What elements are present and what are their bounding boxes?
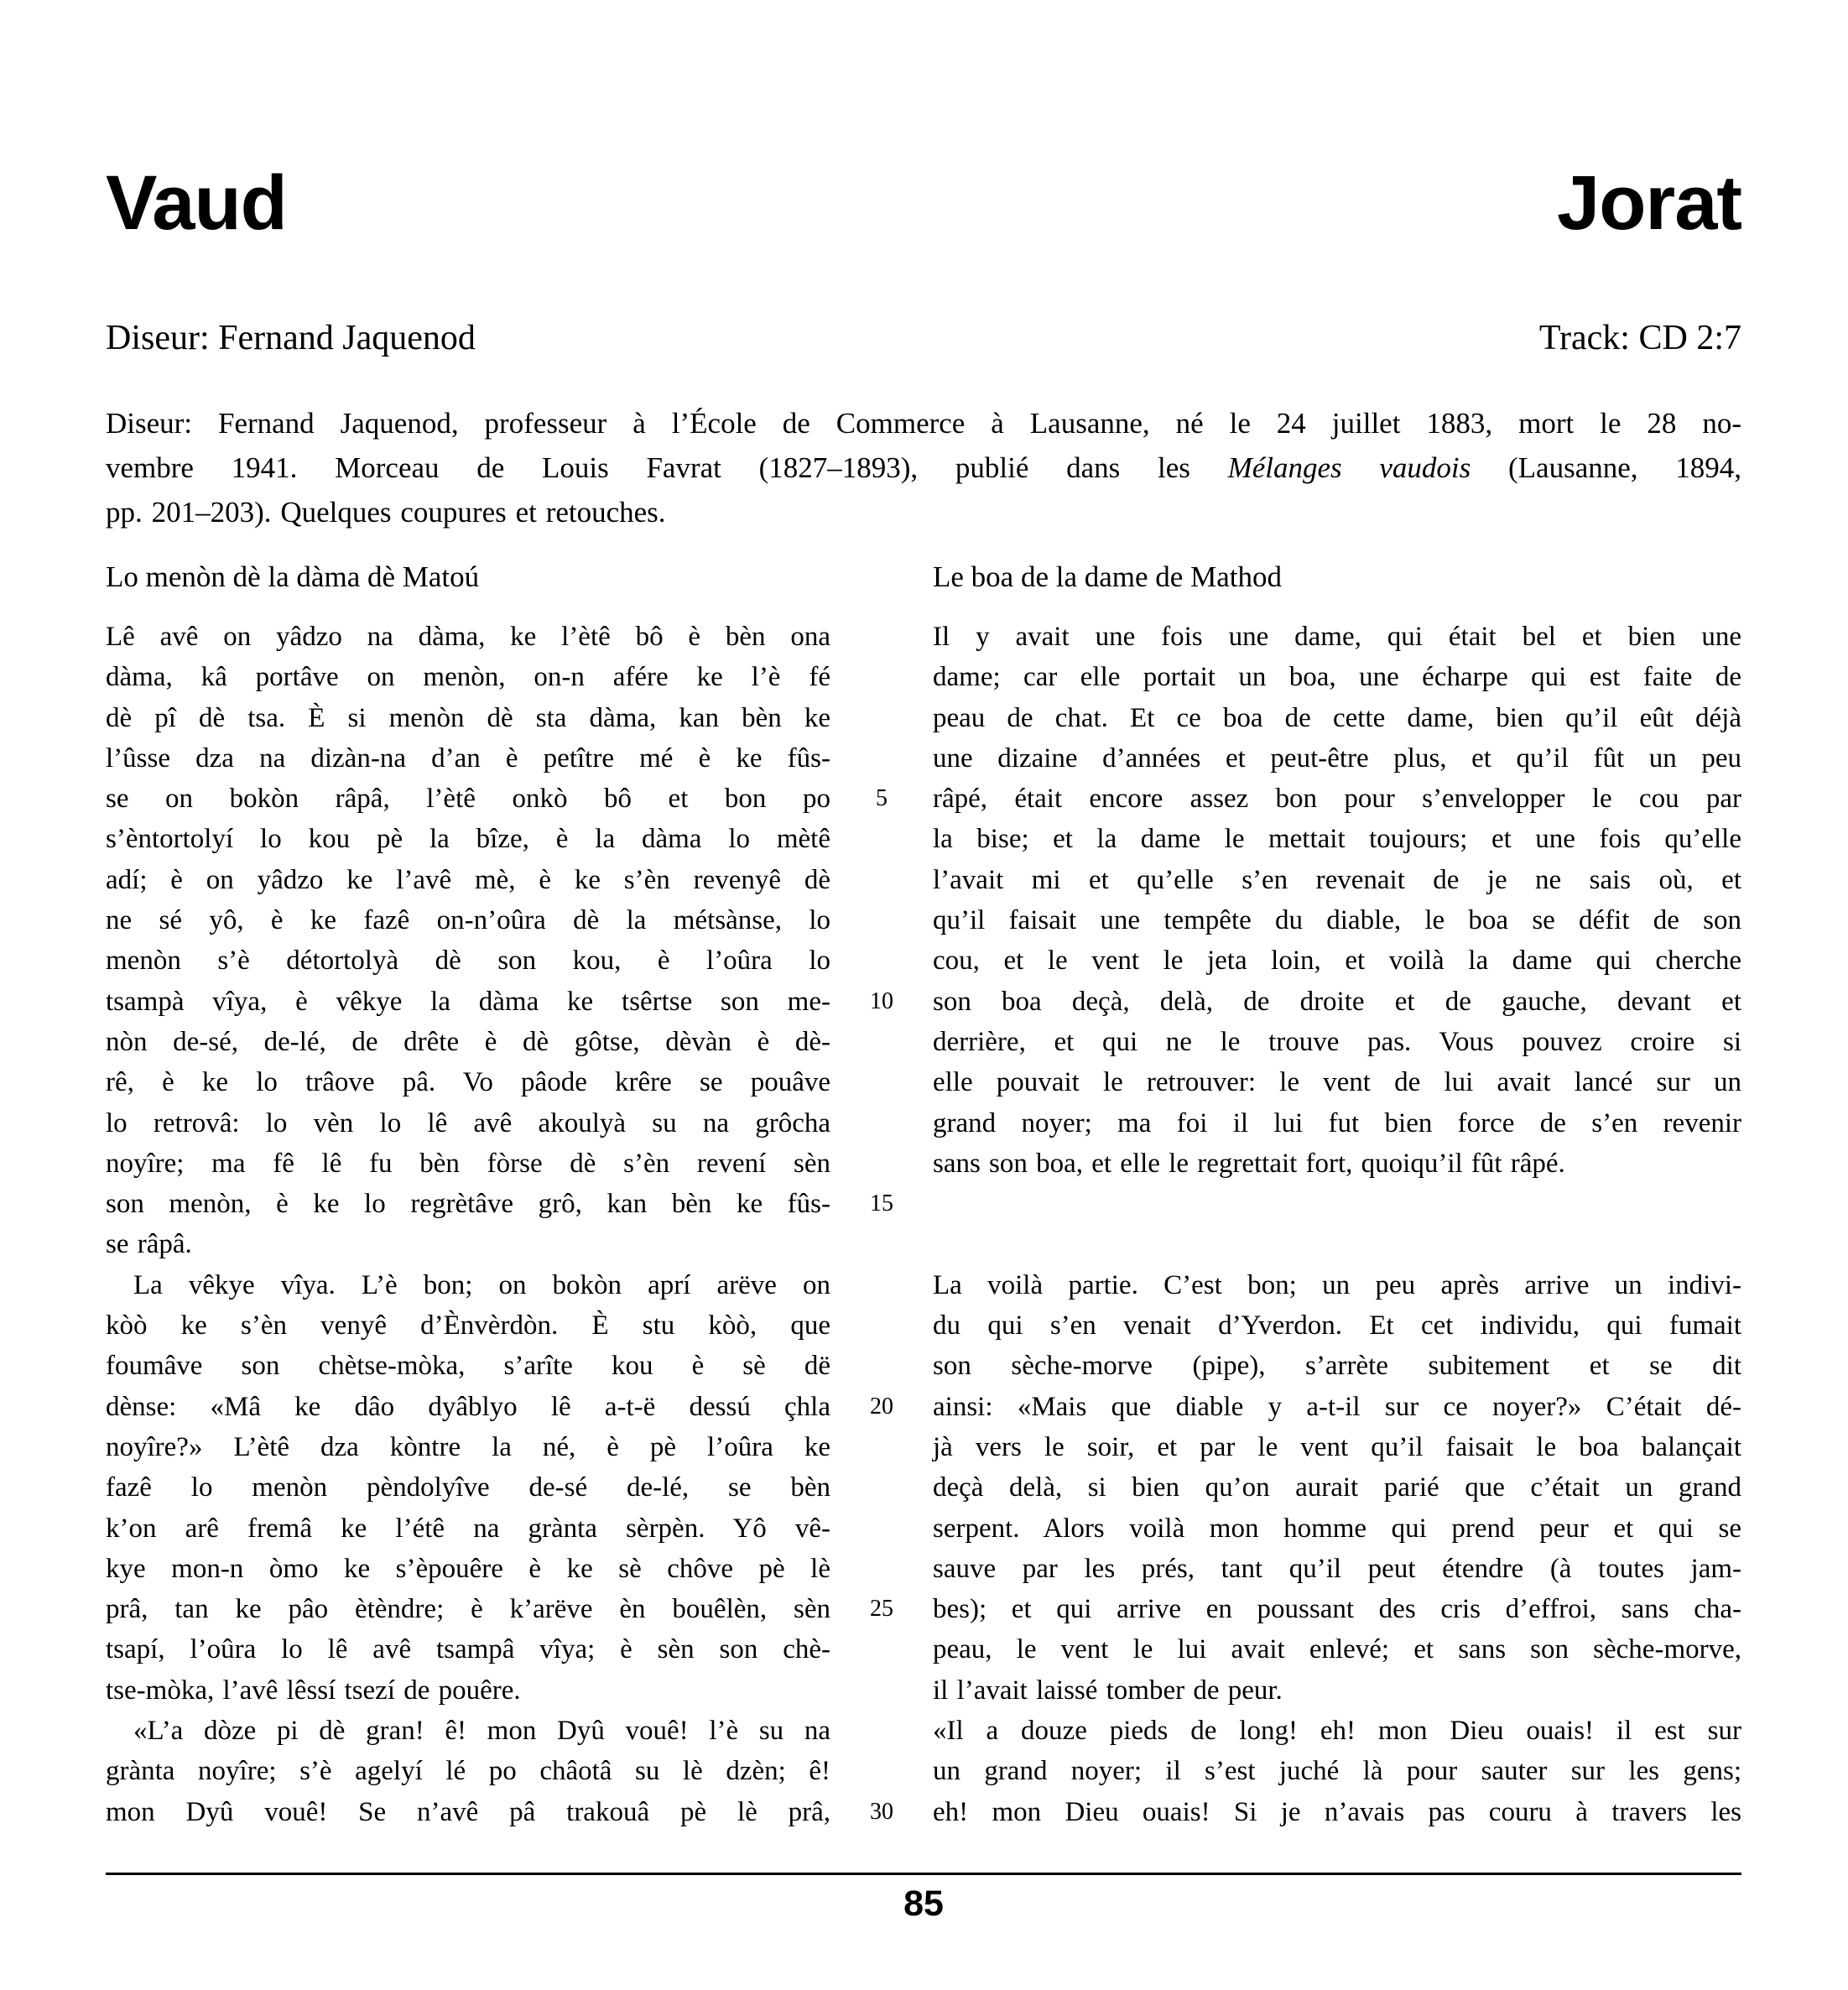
text-line: se râpâ. — [106, 1229, 192, 1260]
gutter-empty — [830, 1224, 933, 1264]
gutter-empty — [830, 1305, 933, 1346]
text-line: fazê lo menòn pèndolyîve de-sé de-lé, se bèn — [106, 1472, 830, 1503]
text-line: «Il a douze pieds de long! eh! mon Dieu ouais! il est sur — [933, 1716, 1741, 1747]
text-line: se on bokòn râpâ, l’ètê onkò bô et bon po — [106, 784, 830, 815]
line-number: 20 — [870, 1393, 893, 1420]
gutter-empty — [830, 738, 933, 779]
text-line: «L’a dòze pi dè gran! ê! mon Dyû vouê! l’è su na — [106, 1716, 830, 1747]
text-line: sans son boa, et elle le regrettait fort, quoiqu’il fût râpé. — [933, 1148, 1565, 1179]
text-line: Lê avê on yâdzo na dàma, ke l’ètê bô è bèn ona — [106, 622, 830, 652]
text-line: elle pouvait le retrouver: le vent de lui avait lancé sur un — [933, 1067, 1741, 1098]
dialect-text-column — [106, 617, 830, 1832]
text-segment: pp. 201–203). Quelques coupures et retouches. — [106, 496, 666, 529]
text-line: adí; è on yâdzo ke l’avê mè, è ke s’èn revenyê dè — [106, 864, 830, 895]
text-line: jà vers le soir, et par le vent qu’il faisait le boa balançait — [933, 1431, 1741, 1462]
text-line: foumâve son chètse-mòka, s’arîte kou è sè dë — [106, 1351, 830, 1382]
page-number: 85 — [903, 1883, 944, 1924]
gutter-empty — [830, 1629, 933, 1670]
text-line: l’avait mi et qu’elle s’en revenait de je ne sais où, et — [933, 864, 1741, 895]
text-line: dènse: «Mâ ke dâo dyâblyo lê a-t-ë dessú çhla — [106, 1391, 830, 1422]
gutter-empty — [830, 1508, 933, 1549]
text-line: dame; car elle portait un boa, une écharpe qui est faite de — [933, 662, 1741, 693]
line-number: 5 — [876, 785, 888, 812]
text-line: k’on arê fremâ ke l’étê na grànta sèrpèn. Yô vê- — [106, 1513, 830, 1544]
gutter-empty — [830, 1549, 933, 1589]
line-number-gutter — [830, 617, 933, 1832]
text-line: menòn s’è détortolyà dè son kou, è l’oûra lo — [106, 946, 830, 977]
text-line — [106, 490, 1741, 534]
text-segment: Diseur: Fernand Jaquenod, professeur à l’École de Commerce à Lausanne, né le 24 juillet 1883, mort le 28 no- — [106, 407, 1741, 440]
speaker-label: Diseur: Fernand Jaquenod — [106, 319, 476, 357]
text-line: rê, è ke lo trâove pâ. Vo pâode krêre se pouâve — [106, 1067, 830, 1098]
text-line: s’èntortolyí lo kou pè la bîze, è la dàma lo mètê — [106, 824, 830, 855]
text-line: kòò ke s’èn venyê d’Ènvèrdòn. È stu kòò, que — [106, 1310, 830, 1341]
text-line: son sèche-morve (pipe), s’arrète subitement et se dit — [933, 1351, 1741, 1382]
text-line: peau, le vent le lui avait enlevé; et sans son sèche-morve, — [933, 1634, 1741, 1665]
page-subheader — [106, 317, 1741, 359]
text-segment: (Lausanne, 1894, — [1471, 451, 1741, 484]
text-line: noyîre; ma fê lê fu bèn fòrse dè s’èn revení sèn — [106, 1148, 830, 1179]
gutter-empty — [830, 1143, 933, 1184]
text-line: prâ, tan ke pâo ètèndre; è k’arëve èn bouêlèn, sèn — [106, 1594, 830, 1625]
text-line: tsampà vîya, è vêkye la dàma ke tsêrtse son me- — [106, 986, 830, 1017]
text-line: nòn de-sé, de-lé, de drête è dè gôtse, dèvàn è dè- — [106, 1026, 830, 1057]
text-line: eh! mon Dieu ouais! Si je n’avais pas couru à travers les — [933, 1796, 1741, 1827]
place-title: Jorat — [1557, 160, 1741, 246]
gutter-empty — [830, 940, 933, 981]
text-line: il l’avait laissé tomber de peur. — [933, 1675, 1283, 1706]
text-line: tsapí, l’oûra lo lê avê tsampâ vîya; è sèn son chè- — [106, 1634, 830, 1665]
text-line: kye mon-n òmo ke s’èpouêre è ke sè chôve pè lè — [106, 1553, 830, 1584]
text-body — [106, 617, 1741, 1832]
text-line: tse-mòka, l’avê lêssí tsezí de pouêre. — [106, 1675, 521, 1706]
text-line: La voilà partie. C’est bon; un peu après arrive un indivi- — [933, 1269, 1741, 1300]
text-line: son menòn, è ke lo regrètâve grô, kan bèn ke fûs- — [106, 1189, 830, 1220]
text-line: lo retrovâ: lo vèn lo lê avê akoulyà su na grôcha — [106, 1107, 830, 1138]
translation-column-title: Le boa de la dame de Mathod — [933, 560, 1282, 593]
text-line: l’ûsse dza na dizàn-na d’an è petître mé è ke fûs- — [106, 742, 830, 774]
text-line: deçà delà, si bien qu’on aurait parié que c’était un grand — [933, 1472, 1741, 1503]
gutter-empty — [830, 1467, 933, 1508]
text-line: son boa deçà, delà, de droite et de gauche, devant et — [933, 986, 1741, 1017]
text-line: dàma, kâ portâve on menòn, on-n afére ke l’è fé — [106, 662, 830, 693]
text-line — [106, 401, 1741, 445]
gutter-empty — [830, 1751, 933, 1791]
text-line: ainsi: «Mais que diable y a-t-il sur ce noyer?» C’était dé- — [933, 1391, 1741, 1422]
line-number: 25 — [870, 1596, 893, 1623]
gutter-empty — [830, 657, 933, 697]
text-line — [106, 445, 1741, 490]
text-line: cou, et le vent le jeta loin, et voilà la dame qui cherche — [933, 946, 1741, 977]
column-titles — [106, 557, 1741, 597]
text-line: du qui s’en venait d’Yverdon. Et cet individu, qui fumait — [933, 1310, 1741, 1341]
gutter-spacer — [830, 557, 933, 597]
text-line: noyîre?» L’ètê dza kòntre la né, è pè l’oûra ke — [106, 1431, 830, 1462]
text-segment: vembre 1941. Morceau de Louis Favrat (1827–1893), publié dans les — [106, 451, 1228, 484]
text-line: Il y avait une fois une dame, qui était bel et bien une — [933, 622, 1741, 652]
intro-paragraph — [106, 401, 1741, 534]
text-line: mon Dyû vouê! Se n’avê pâ trakouâ pè lè prâ, — [106, 1796, 830, 1827]
text-line: grànta noyîre; s’è agelyí lé po châotâ su lè dzèn; ê! — [106, 1756, 830, 1787]
line-number: 15 — [870, 1190, 893, 1217]
line-number: 10 — [870, 987, 893, 1014]
text-line: grand noyer; ma foi il lui fut bien force de s’en revenir — [933, 1107, 1741, 1138]
track-label: Track: CD 2:7 — [1538, 319, 1741, 357]
region-title: Vaud — [106, 160, 287, 246]
gutter-empty — [830, 617, 933, 657]
text-line: serpent. Alors voilà mon homme qui prend peur et qui se — [933, 1513, 1741, 1544]
text-line: derrière, et qui ne le trouve pas. Vous pouvez croire si — [933, 1026, 1741, 1057]
line-number: 30 — [870, 1798, 893, 1825]
text-line: la bise; et la dame le mettait toujours; et une fois qu’elle — [933, 824, 1741, 855]
gutter-empty — [830, 1670, 933, 1711]
gutter-empty — [830, 1265, 933, 1305]
gutter-empty — [830, 1103, 933, 1143]
text-line: râpé, était encore assez bon pour s’envelopper le cou par — [933, 784, 1741, 815]
text-line: peau de chat. Et ce boa de cette dame, bien qu’il eût déjà — [933, 702, 1741, 733]
gutter-empty — [830, 1711, 933, 1751]
page-header — [106, 160, 1741, 246]
text-line: bes); et qui arrive en poussant des cris d’effroi, sans cha- — [933, 1594, 1741, 1625]
text-line: La vêkye vîya. L’è bon; on bokòn aprí arëve on — [106, 1269, 830, 1300]
text-line — [933, 1184, 1741, 1224]
gutter-empty — [830, 1022, 933, 1062]
italic-text: Mélanges vaudois — [1227, 451, 1471, 484]
text-line: une dizaine d’années et peut-être plus, et qu’il fût un peu — [933, 742, 1741, 774]
text-line: sauve par les prés, tant qu’il peut étendre (à toutes jam- — [933, 1553, 1741, 1584]
gutter-empty — [830, 1427, 933, 1467]
gutter-empty — [830, 819, 933, 859]
translation-text-column — [933, 617, 1741, 1832]
text-line: un grand noyer; il s’est juché là pour sauter sur les gens; — [933, 1756, 1741, 1787]
dialect-column-title: Lo menòn dè la dàma dè Matoú — [106, 560, 480, 593]
gutter-empty — [830, 698, 933, 738]
gutter-empty — [830, 1062, 933, 1102]
gutter-empty — [830, 860, 933, 900]
text-line: dè pî dè tsa. È si menòn dè sta dàma, kan bèn ke — [106, 702, 830, 733]
text-line — [933, 1224, 1741, 1264]
gutter-empty — [830, 900, 933, 940]
text-line: qu’il faisait une tempête du diable, le boa se défit de son — [933, 905, 1741, 936]
text-line: ne sé yô, è ke fazê on-n’oûra dè la métsànse, lo — [106, 905, 830, 936]
footer-rule — [106, 1873, 1741, 1875]
gutter-empty — [830, 1346, 933, 1386]
